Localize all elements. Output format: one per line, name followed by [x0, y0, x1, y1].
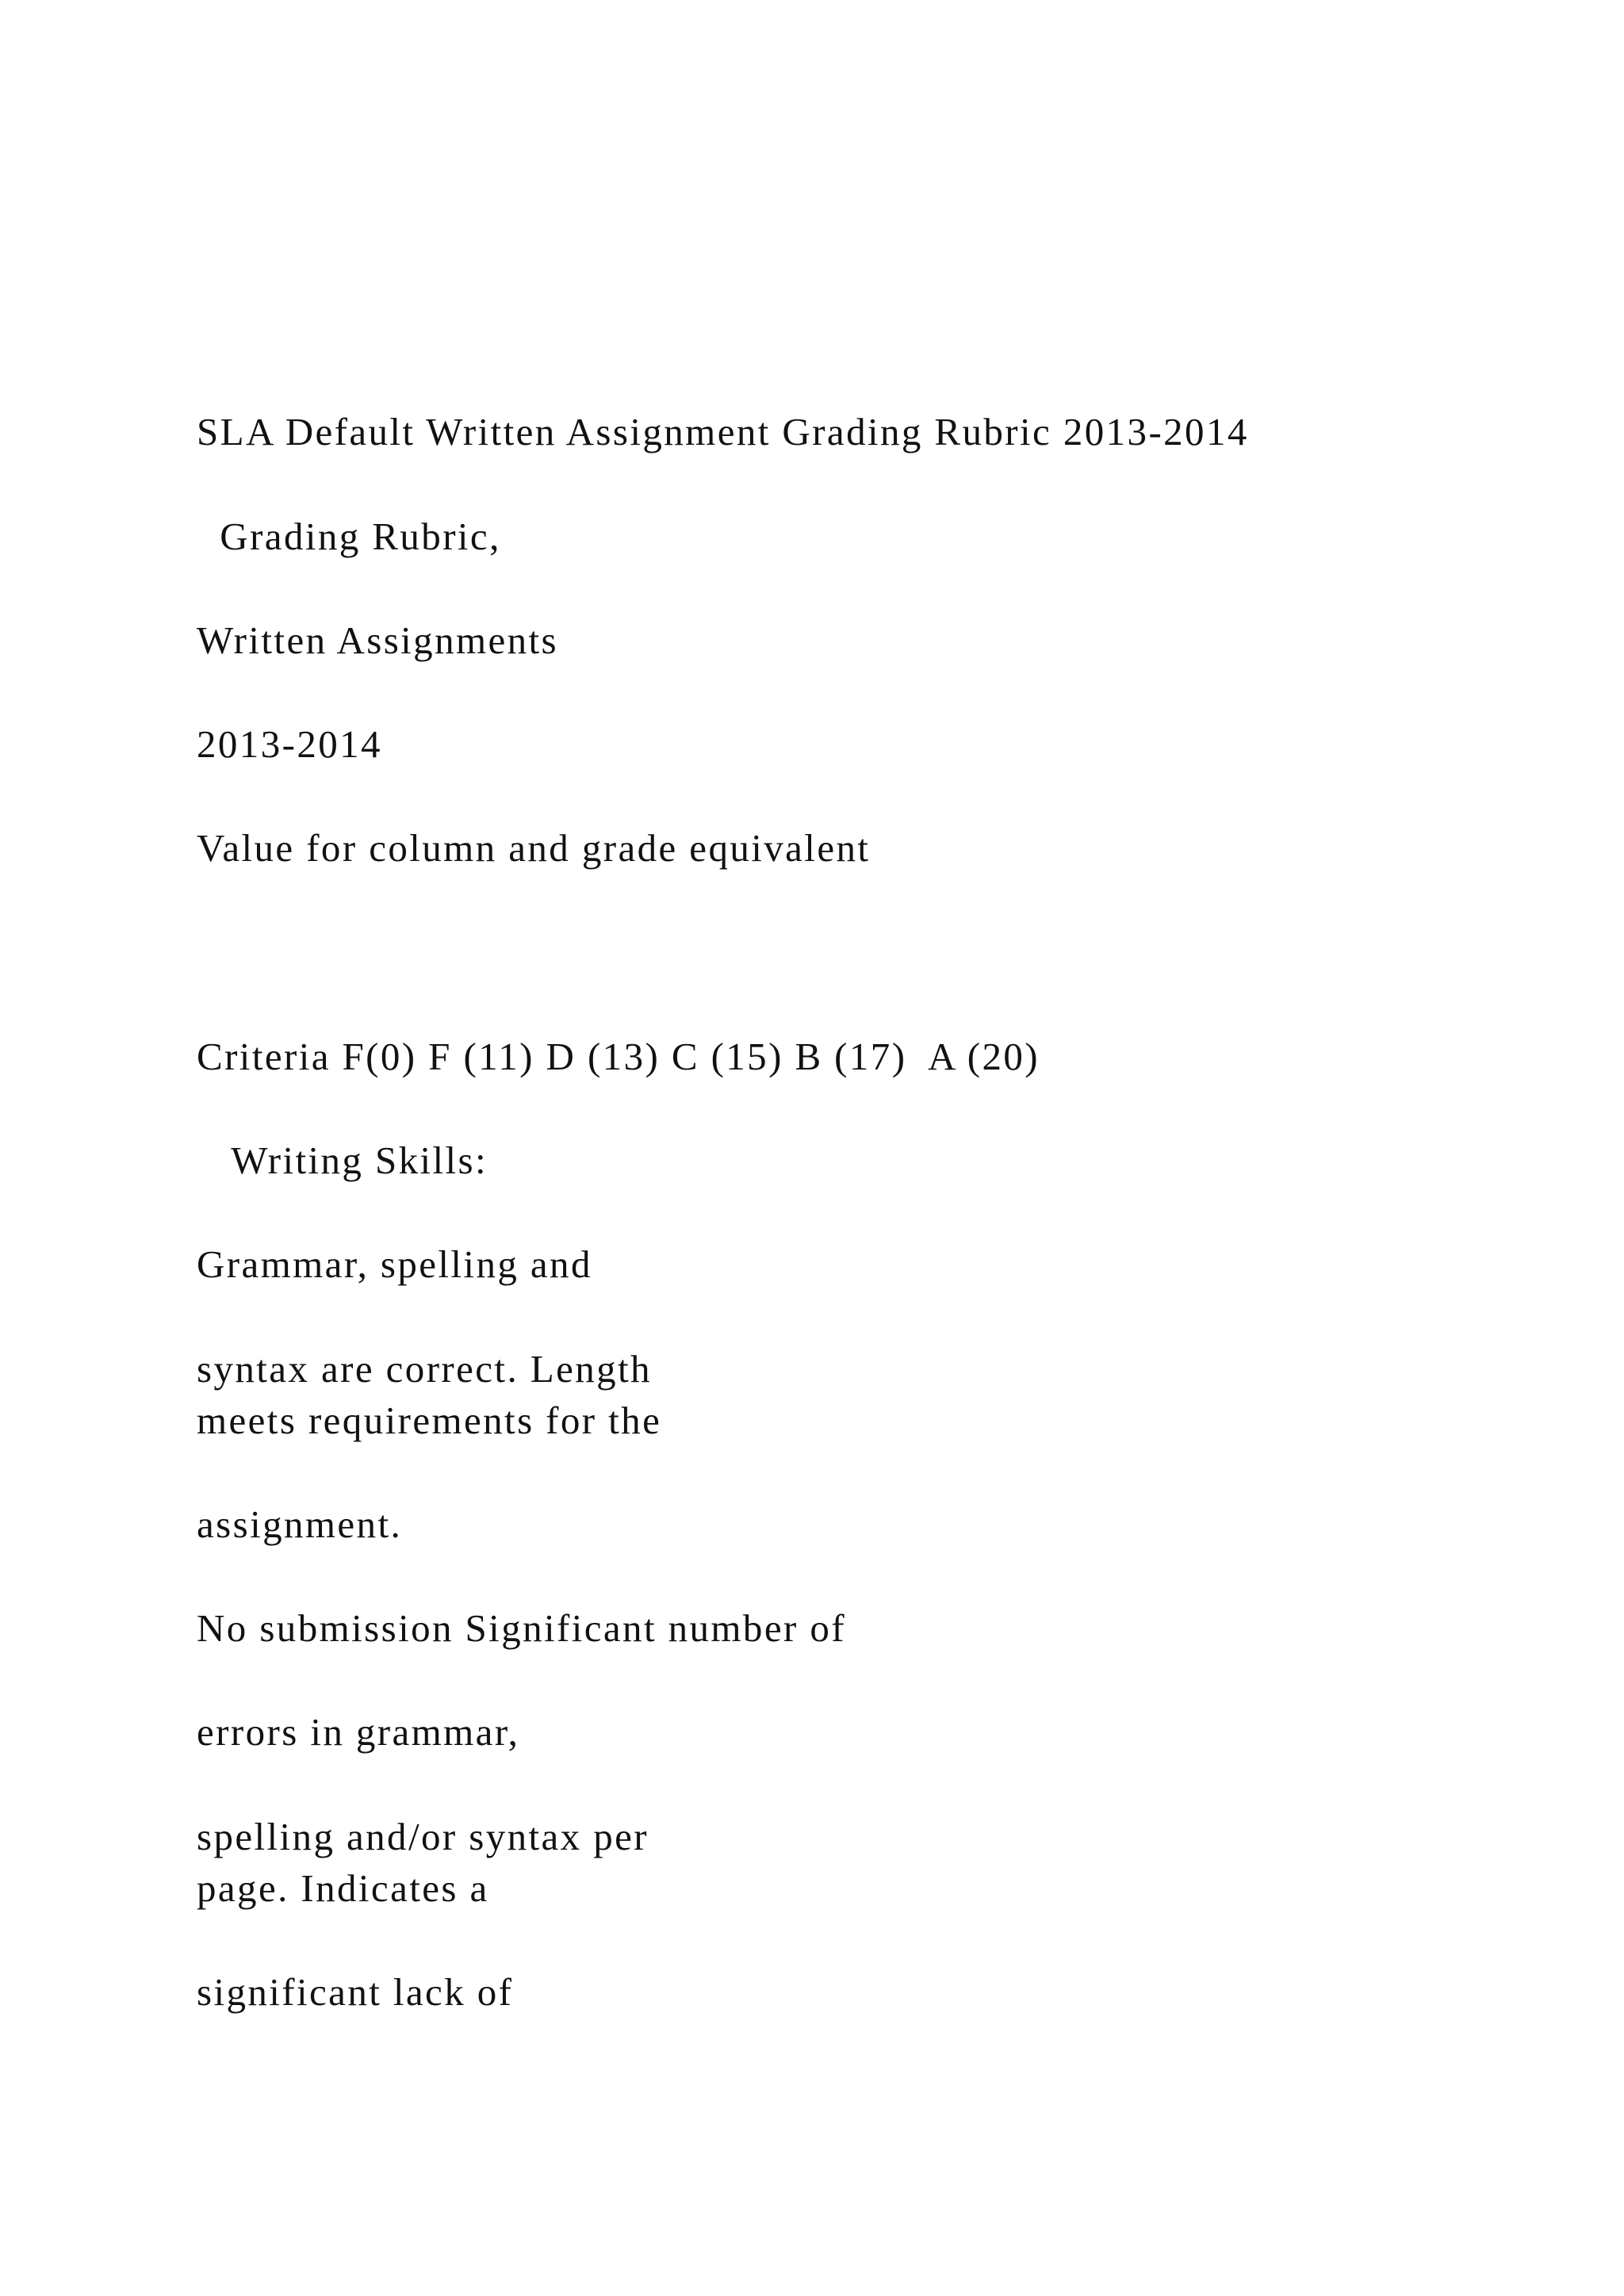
grade-description-line: errors in grammar, [197, 1710, 520, 1754]
grade-description-line: significant lack of [197, 1970, 514, 2014]
criterion-title: Writing Skills: [197, 1138, 488, 1182]
document-title: SLA Default Written Assignment Grading Rubric 2013-2014 [197, 410, 1249, 453]
criterion-description-line: assignment. [197, 1502, 403, 1546]
grade-description-line: page. Indicates a [197, 1866, 489, 1910]
criterion-description-line: Grammar, spelling and [197, 1242, 592, 1286]
rubric-subheading: Written Assignments [197, 618, 559, 662]
criterion-description-line: meets requirements for the [197, 1399, 662, 1442]
rubric-heading: Grading Rubric, [197, 515, 501, 558]
rubric-year: 2013-2014 [197, 722, 382, 766]
grade-description-line: spelling and/or syntax per [197, 1815, 649, 1858]
grade-description-line: No submission Significant number of [197, 1606, 846, 1650]
criterion-description-line: syntax are correct. Length [197, 1347, 652, 1391]
criteria-header: Criteria F(0) F (11) D (13) C (15) B (17) A (20) [197, 1035, 1040, 1078]
value-description: Value for column and grade equivalent [197, 826, 871, 870]
